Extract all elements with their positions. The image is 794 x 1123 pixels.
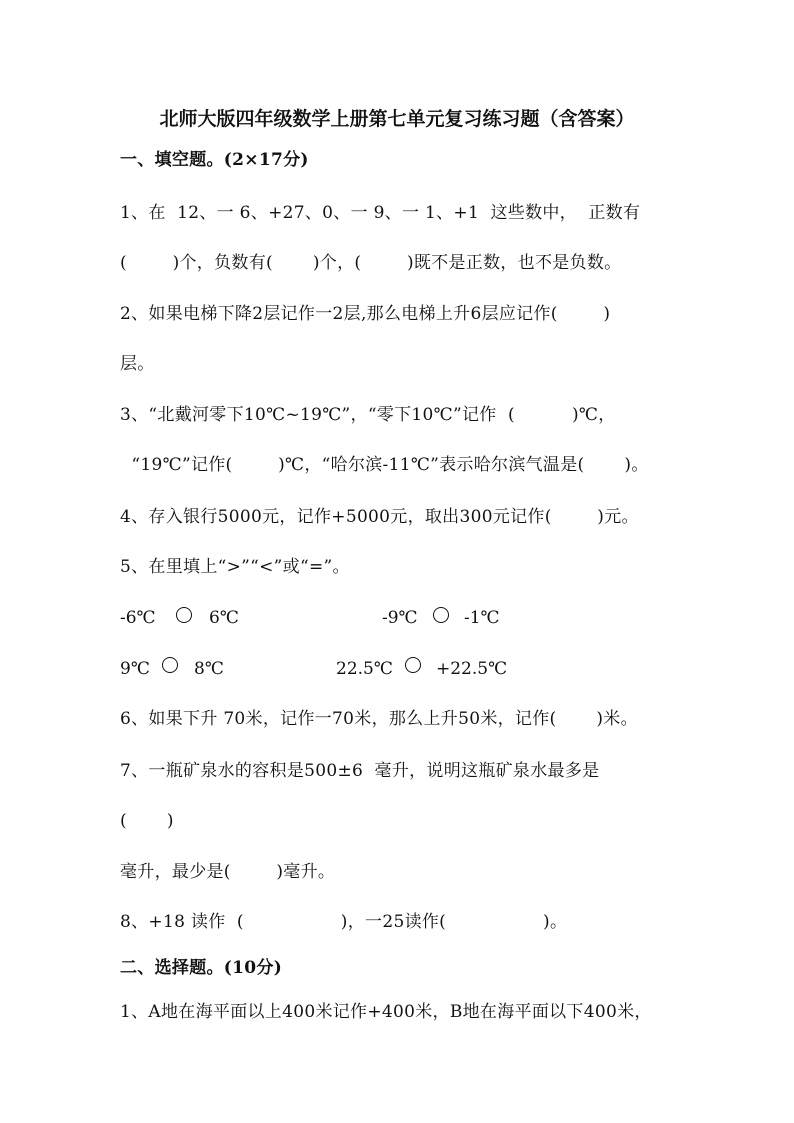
question-6: 6、如果下升 70米，记作一70米，那么上升50米，记作( )米。 xyxy=(120,709,638,729)
compare-r2-left-a: 9℃ xyxy=(120,659,150,679)
question-1-line-2: ( )个，负数有( )个，( )既不是正数，也不是负数。 xyxy=(120,253,622,273)
question-7-line-2: ( ) xyxy=(120,811,174,831)
compare-r1-right-a: -9℃ xyxy=(382,608,418,628)
section-heading-choice: 二、选择题。(10分) xyxy=(120,958,283,978)
choice-question-1: 1、A地在海平面以上400米记作+400米，B地在海平面以下400米， xyxy=(120,1002,652,1022)
compare-r2-right-a: 22.5℃ xyxy=(336,659,393,679)
compare-circle-r2-right[interactable] xyxy=(405,657,421,673)
question-2-line-1: 2、如果电梯下降2层记作一2层,那么电梯上升6层应记作( ) xyxy=(120,304,611,324)
compare-circle-r2-left[interactable] xyxy=(162,657,178,673)
question-7-line-1: 7、一瓶矿泉水的容积是500±6 毫升，说明这瓶矿泉水最多是 xyxy=(120,761,600,781)
question-3-line-1: 3、“北戴河零下10℃~19℃”，“零下10℃”记作 ( )℃， xyxy=(120,405,616,425)
section-heading-fill-in: 一、填空题。(2×17分) xyxy=(120,150,309,170)
page-title: 北师大版四年级数学上册第七单元复习练习题（含答案） xyxy=(159,108,635,130)
compare-circle-r1-left[interactable] xyxy=(176,607,192,623)
compare-r2-right-b: +22.5℃ xyxy=(436,659,508,679)
compare-r1-left-b: 6℃ xyxy=(209,608,239,628)
question-3-line-2: “19℃”记作( )℃，“哈尔滨-11℃”表示哈尔滨气温是( )。 xyxy=(120,455,649,475)
question-4: 4、存入银行5000元，记作+5000元，取出300元记作( )元。 xyxy=(120,507,639,527)
question-5: 5、在里填上“>”“<”或“=”。 xyxy=(120,557,350,577)
question-2-line-2: 层。 xyxy=(120,354,155,374)
compare-r1-left-a: -6℃ xyxy=(120,608,156,628)
question-7-line-3: 毫升，最少是( )毫升。 xyxy=(120,862,336,882)
compare-r2-left-b: 8℃ xyxy=(194,659,224,679)
compare-circle-r1-right[interactable] xyxy=(433,607,449,623)
question-1-line-1: 1、在 12、一 6、+27、0、一 9、一 1、+1 这些数中， 正数有 xyxy=(120,203,641,223)
question-8: 8、+18 读作 ( )，一25读作( )。 xyxy=(120,912,568,932)
compare-r1-right-b: -1℃ xyxy=(464,608,500,628)
